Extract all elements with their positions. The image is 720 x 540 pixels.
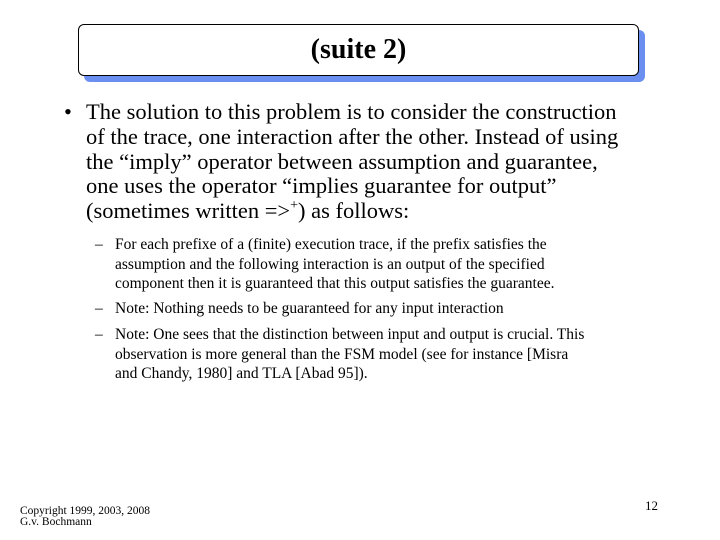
author-text: G.v. Bochmann: [20, 516, 92, 528]
page-number: 12: [645, 498, 658, 513]
sub-bullet-line: observation is more general than the FSM model (see for instance [Misra: [115, 345, 569, 363]
sub-bullet-line: assumption and the following interaction is an output of the specified: [115, 255, 545, 273]
dash-icon: –: [95, 236, 103, 253]
line-text: (sometimes written =>: [86, 198, 291, 224]
sub-bullet-line: Note: One sees that the distinction between input and output is crucial. This: [115, 326, 585, 343]
main-bullet-line: [86, 199, 618, 224]
main-bullet-line: one uses the operator “implies guarantee for output”: [86, 173, 557, 199]
main-bullet-line: of the trace, one interaction after the other. Instead of using: [86, 123, 619, 149]
dash-icon: –: [95, 300, 103, 317]
sub-bullet-line: For each prefixe of a (finite) execution trace, if the prefix satisfies the: [115, 236, 547, 253]
main-bullet-line: the “imply” operator between assumption and guarantee,: [86, 148, 598, 174]
sub-bullet-line: and Chandy, 1980] and TLA [Abad 95]).: [115, 365, 368, 383]
title-box: [78, 24, 639, 76]
footer: [20, 506, 150, 528]
superscript-plus: +: [290, 198, 298, 214]
slide-title: (suite 2): [310, 34, 407, 65]
main-bullet-line: The solution to this problem is to consider the construction: [86, 99, 617, 124]
sub-bullet-line: Note: Nothing needs to be guaranteed for any input interaction: [115, 300, 504, 317]
copyright-text: Copyright 1999, 2003, 2008: [20, 505, 151, 517]
sub-bullet-line: component then it is guaranteed that this output satisfies the guarantee.: [115, 275, 555, 293]
line-text: ) as follows:: [298, 198, 410, 224]
dash-icon: –: [95, 326, 103, 343]
bullet-icon: •: [64, 99, 72, 124]
